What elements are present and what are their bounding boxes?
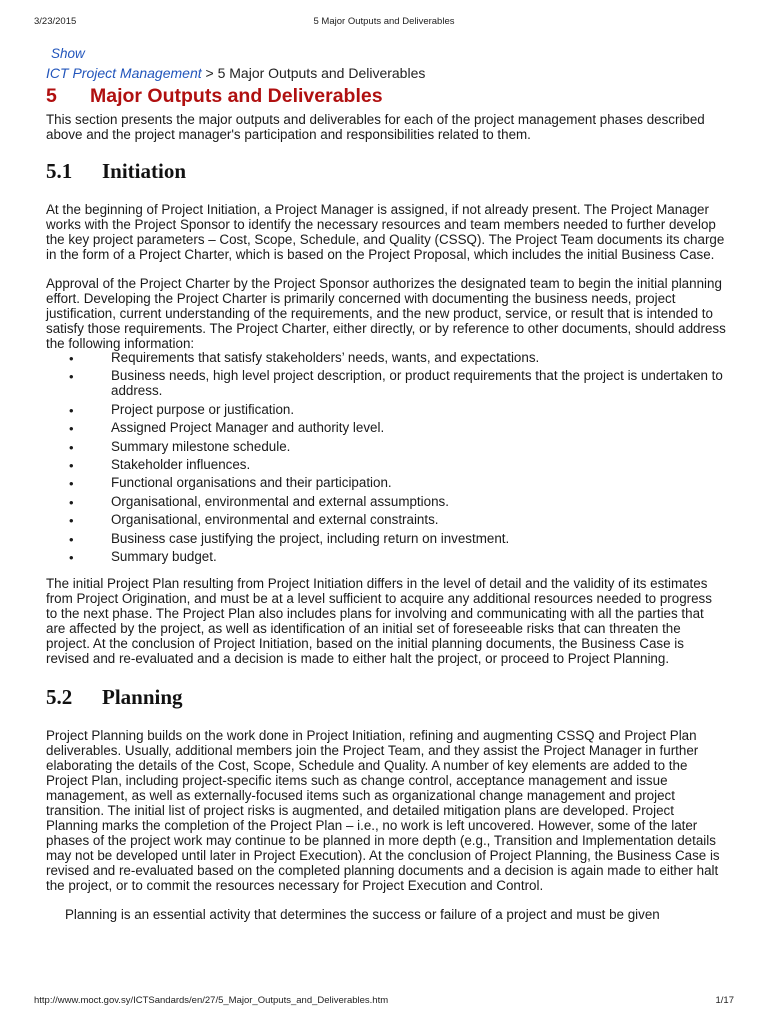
page-number: 1/17 bbox=[715, 995, 734, 1006]
project-charter-requirements-list bbox=[46, 350, 726, 564]
print-url: http://www.moct.gov.sy/ICTSandards/en/27/5_Major_Outputs_and_Deliverables.htm bbox=[34, 995, 389, 1006]
initiation-paragraph-1: At the beginning of Project Initiation, a Project Manager is assigned, if not already present. The Project Manager works with the Project Sponsor to identify the necessary resources and team members needed to further develop the key project parameters – Cost, Scope, Schedule, and Quality (CSSQ). The Project Team documents its charge in the form of a Project Charter, which is based on the Project Proposal, which includes the initial Business Case. bbox=[46, 202, 725, 262]
main-content bbox=[46, 44, 726, 922]
print-title: 5 Major Outputs and Deliverables bbox=[313, 16, 455, 27]
planning-paragraph-1: Project Planning builds on the work done in Project Initiation, refining and augmenting CSSQ and Project Plan deliverables. Usually, additional members join the Project Team, and they assist the Project Manager in further elaborating the details of the Cost, Scope, Schedule and Quality. A number of key elements are added to the Project Plan, including project-specific items such as change control, acceptance management and issue management, as well as externally-focused items such as organizational change management and project transition. The initial list of project risks is augmented, and detailed mitigation plans are developed. Project Planning marks the completion of the Project Plan – i.e., no work is left uncovered. However, some of the later phases of the project work may continue to be planned in more depth (e.g., Transition and Implementation details may not be developed until later in Project Execution). At the conclusion of Project Planning, the Business Case is revised and re-evaluated based on the completed planning documents and a decision is again made to either halt the project, or to commit the resources necessary for Project Execution and Control. bbox=[46, 727, 720, 893]
list-item: • Requirements that satisfy stakeholders’ needs, wants, and expectations. bbox=[46, 350, 726, 365]
list-item: • Business needs, high level project description, or product requirements that the project is undertaken to address. bbox=[46, 368, 726, 398]
show-link[interactable]: Show bbox=[51, 46, 85, 61]
initiation-paragraph-2: Approval of the Project Charter by the Project Sponsor authorizes the designated team to begin the initial planning effort. Developing the Project Charter is primarily concerned with documenting the business needs, project justification, current understanding of the requirements, and the new product, service, or result that is intended to satisfy those requirements. The Project Charter, either directly, or by reference to other documents, should address the following information: bbox=[46, 276, 726, 351]
list-item: • Business case justifying the project, including return on investment. bbox=[46, 531, 726, 546]
breadcrumb bbox=[46, 64, 726, 82]
print-date: 3/23/2015 bbox=[34, 16, 77, 27]
section-5-heading bbox=[46, 84, 726, 108]
list-item: • Stakeholder influences. bbox=[46, 457, 726, 472]
section-5-1-heading bbox=[46, 158, 726, 184]
section-5-1-title: Initiation bbox=[102, 159, 187, 183]
list-item: • Functional organisations and their participation. bbox=[46, 475, 726, 490]
list-item: • Project purpose or justification. bbox=[46, 402, 726, 417]
section-5-2-number: 5.2 bbox=[46, 684, 73, 709]
list-item: • Summary budget. bbox=[46, 549, 726, 564]
list-item: • Organisational, environmental and external constraints. bbox=[46, 512, 726, 527]
section-5-1-number: 5.1 bbox=[46, 159, 73, 183]
planning-paragraph-2: Planning is an essential activity that determines the success or failure of a project and must be given bbox=[65, 906, 660, 922]
breadcrumb-separator: > bbox=[205, 65, 214, 81]
section-5-number: 5 bbox=[46, 85, 57, 107]
list-item: • Summary milestone schedule. bbox=[46, 439, 726, 454]
section-5-2-heading bbox=[46, 684, 726, 710]
initiation-paragraph-3: The initial Project Plan resulting from Project Initiation differs in the level of detail and the validity of its estimates from Project Origination, and must be at a level sufficient to acquire any additional resources needed to progress to the next phase. The Project Plan also includes plans for involving and communicating with all the parties that are affected by the project, as well as identification of an initial set of foreseeable risks that can threaten the project. At the conclusion of Project Initiation, based on the initial planning documents, the Business Case is revised and re-evaluated and a decision is made to either halt the project, or proceed to Project Planning. bbox=[46, 575, 712, 666]
breadcrumb-link-ict-project-management[interactable]: ICT Project Management bbox=[46, 65, 202, 81]
section-5-title: Major Outputs and Deliverables bbox=[90, 85, 383, 107]
section-5-2-title: Planning bbox=[102, 684, 183, 709]
list-item: • Organisational, environmental and external assumptions. bbox=[46, 494, 726, 509]
section-5-intro: This section presents the major outputs and deliverables for each of the project management phases described above and the project manager's participation and responsibilities related to them. bbox=[46, 112, 705, 142]
breadcrumb-current: 5 Major Outputs and Deliverables bbox=[217, 65, 426, 81]
list-item: • Assigned Project Manager and authority level. bbox=[46, 420, 726, 435]
